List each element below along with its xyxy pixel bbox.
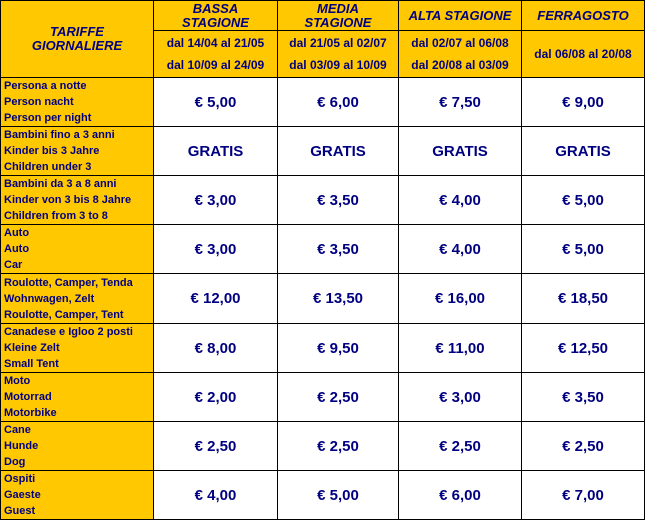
header-title-line1: TARIFFE	[50, 24, 104, 39]
table-row	[1, 373, 645, 422]
season-dates-bassa: dal 14/04 al 21/05 dal 10/09 al 24/09	[154, 31, 278, 78]
price-cell: € 3,50	[278, 176, 399, 225]
row-label: Canadese e Igloo 2 posti Kleine Zelt Small Tent	[1, 324, 154, 373]
price-cell: € 11,00	[399, 324, 522, 373]
price-cell: GRATIS	[154, 127, 278, 176]
price-cell: € 9,00	[522, 78, 645, 127]
price-cell: € 5,00	[522, 176, 645, 225]
table-row	[1, 274, 645, 324]
price-cell: € 7,50	[399, 78, 522, 127]
season-header-bassa: BASSA STAGIONE	[154, 1, 278, 31]
row-label: Moto Motorrad Motorbike	[1, 373, 154, 422]
price-cell: € 2,50	[278, 373, 399, 422]
price-cell: GRATIS	[399, 127, 522, 176]
table-row	[1, 225, 645, 274]
price-cell: € 16,00	[399, 274, 522, 324]
price-cell: € 7,00	[522, 471, 645, 520]
price-cell: € 6,00	[278, 78, 399, 127]
price-cell: € 12,00	[154, 274, 278, 324]
price-cell: € 12,50	[522, 324, 645, 373]
price-cell: € 5,00	[278, 471, 399, 520]
price-cell: GRATIS	[278, 127, 399, 176]
season-dates-alta: dal 02/07 al 06/08 dal 20/08 al 03/09	[399, 31, 522, 78]
price-cell: € 13,50	[278, 274, 399, 324]
price-cell: € 5,00	[154, 78, 278, 127]
table-row	[1, 324, 645, 373]
price-cell: € 6,00	[399, 471, 522, 520]
price-cell: € 2,50	[154, 422, 278, 471]
price-cell: € 4,00	[399, 225, 522, 274]
table-row	[1, 78, 645, 127]
table-row	[1, 127, 645, 176]
season-dates-media: dal 21/05 al 02/07 dal 03/09 al 10/09	[278, 31, 399, 78]
price-cell: € 2,00	[154, 373, 278, 422]
price-cell: € 2,50	[522, 422, 645, 471]
price-cell: € 3,50	[278, 225, 399, 274]
row-label: Persona a notte Person nacht Person per night	[1, 78, 154, 127]
price-cell: € 8,00	[154, 324, 278, 373]
table-row	[1, 176, 645, 225]
header-title-line2: GIORNALIERE	[31, 38, 123, 53]
price-cell: € 3,00	[154, 225, 278, 274]
table-row	[1, 471, 645, 520]
row-label: Auto Auto Car	[1, 225, 154, 274]
table-row	[1, 422, 645, 471]
season-header-ferragosto: FERRAGOSTO	[522, 1, 645, 31]
price-cell: € 3,00	[399, 373, 522, 422]
season-dates-ferragosto: dal 06/08 al 20/08	[522, 31, 645, 78]
season-header-media: MEDIA STAGIONE	[278, 1, 399, 31]
price-cell: € 2,50	[399, 422, 522, 471]
header-title-cell	[1, 1, 154, 78]
price-cell: € 4,00	[399, 176, 522, 225]
price-cell: € 4,00	[154, 471, 278, 520]
row-label: Bambini da 3 a 8 anni Kinder von 3 bis 8 Jahre Children from 3 to 8	[1, 176, 154, 225]
price-cell: € 9,50	[278, 324, 399, 373]
row-label: Roulotte, Camper, Tenda Wohnwagen, Zelt Roulotte, Camper, Tent	[1, 274, 154, 324]
price-cell: GRATIS	[522, 127, 645, 176]
price-cell: € 5,00	[522, 225, 645, 274]
price-cell: € 3,50	[522, 373, 645, 422]
price-cell: € 18,50	[522, 274, 645, 324]
row-label: Bambini fino a 3 anni Kinder bis 3 Jahre Children under 3	[1, 127, 154, 176]
price-cell: € 2,50	[278, 422, 399, 471]
price-cell: € 3,00	[154, 176, 278, 225]
row-label: Cane Hunde Dog	[1, 422, 154, 471]
season-header-alta: ALTA STAGIONE	[399, 1, 522, 31]
row-label: Ospiti Gaeste Guest	[1, 471, 154, 520]
